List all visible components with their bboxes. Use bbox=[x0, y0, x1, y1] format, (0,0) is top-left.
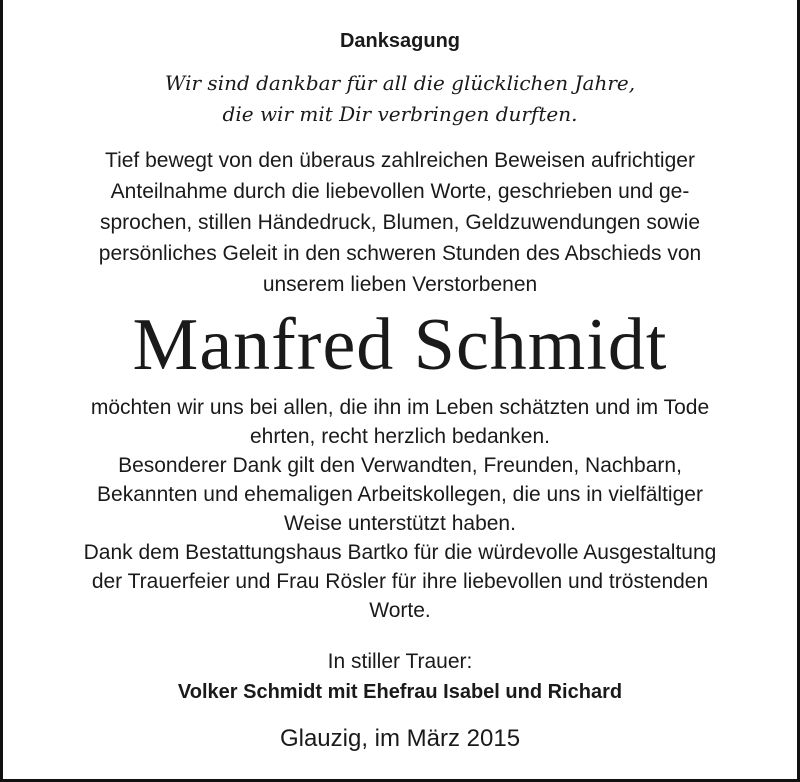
memorial-quote bbox=[3, 68, 797, 130]
text-line: Worte. bbox=[369, 599, 431, 622]
mourners-names: Volker Schmidt mit Ehefrau Isabel und Richard bbox=[177, 681, 623, 703]
text-line: Anteilnahme durch die liebevollen Worte, geschrieben und ge- bbox=[110, 180, 690, 203]
text-line: Besonderer Dank gilt den Verwandten, Freunden, Nachbarn, bbox=[118, 454, 682, 477]
quote-line: Wir sind dankbar für all die glücklichen Jahre, bbox=[164, 71, 636, 95]
place-date: Glauzig, im März 2015 bbox=[279, 725, 521, 752]
text-line: Weise unterstützt haben. bbox=[284, 512, 516, 535]
deceased-name: Manfred Schmidt bbox=[132, 304, 668, 386]
text-line: Dank dem Bestattungshaus Bartko für die würdevolle Ausgestaltung bbox=[83, 541, 717, 564]
quote-line: die wir mit Dir verbringen durften. bbox=[222, 102, 578, 126]
notice-heading: Danksagung bbox=[339, 30, 461, 52]
intro-paragraph bbox=[3, 145, 797, 300]
text-line: möchten wir uns bei allen, die ihn im Leben schätzten und im Tode bbox=[90, 396, 710, 419]
text-line: sprochen, stillen Händedruck, Blumen, Geldzuwendungen sowie bbox=[99, 211, 701, 234]
text-line: unserem lieben Verstorbenen bbox=[262, 273, 538, 296]
text-line: ehrten, recht herzlich bedanken. bbox=[249, 425, 551, 448]
text-line: Bekannten und ehemaligen Arbeitskollegen, die uns in vielfältiger bbox=[97, 483, 703, 506]
text-line: der Trauerfeier und Frau Rösler für ihre liebevollen und tröstenden bbox=[91, 570, 709, 593]
mourning-label: In stiller Trauer: bbox=[327, 650, 473, 673]
text-line: persönliches Geleit in den schweren Stunden des Abschieds von bbox=[98, 242, 702, 265]
text-line: Tief bewegt von den überaus zahlreichen Beweisen aufrichtiger bbox=[105, 149, 695, 172]
signoff bbox=[3, 647, 797, 707]
thanks-paragraph bbox=[3, 393, 797, 625]
